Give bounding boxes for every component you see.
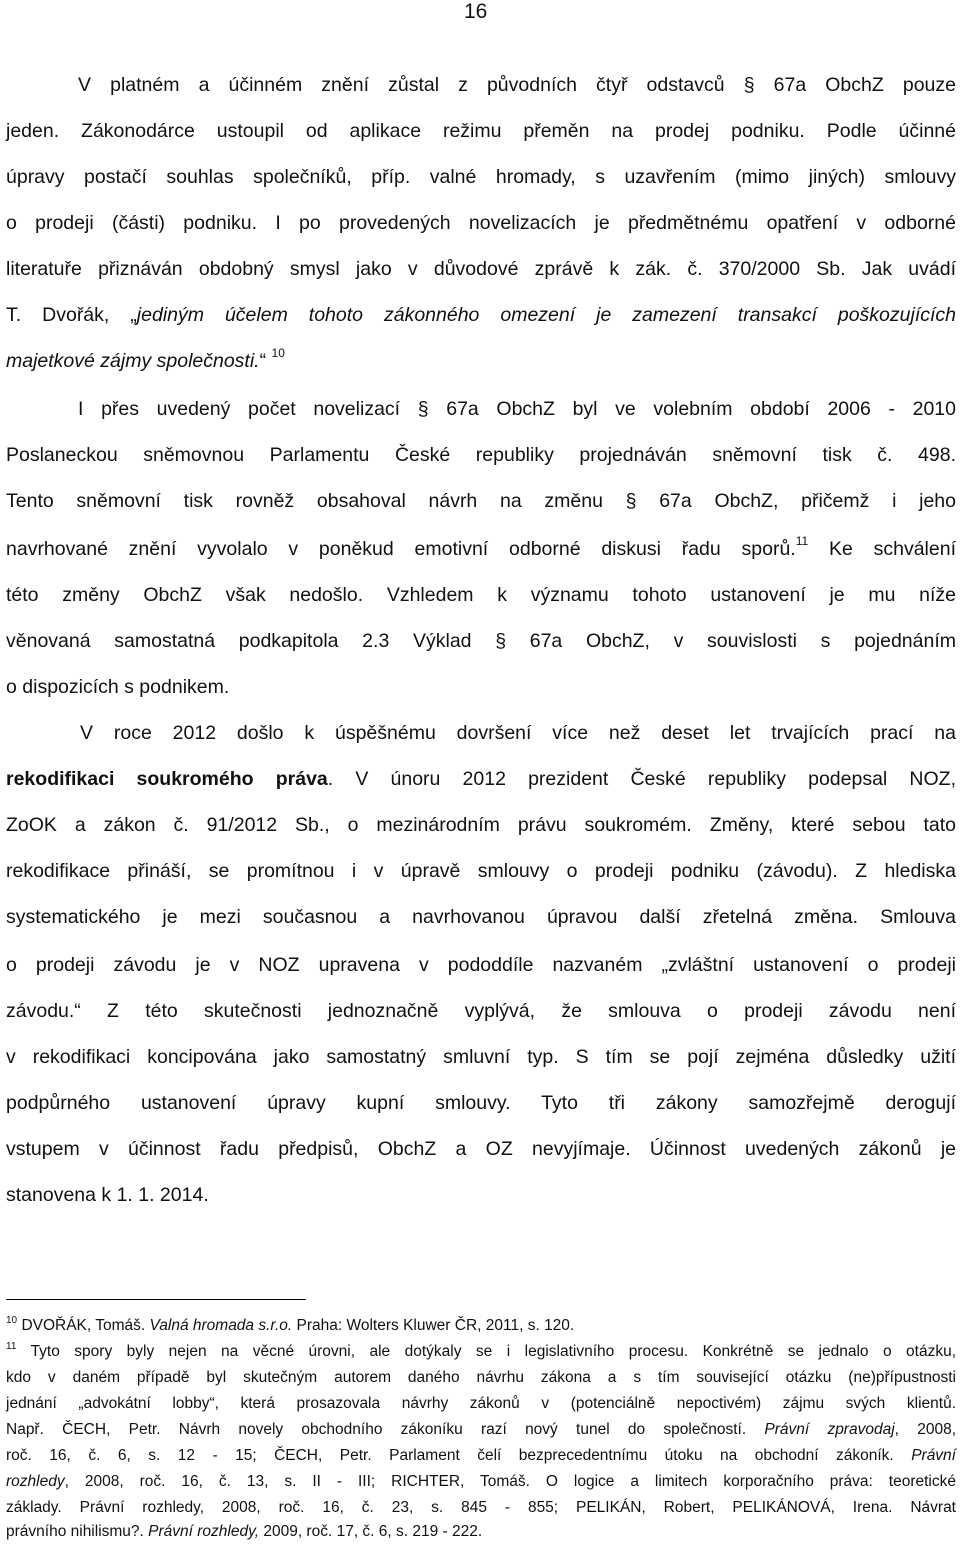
text-line: této změny ObchZ však nedošlo. Vzhledem k významu tohoto ustanovení je mu níže	[6, 584, 956, 606]
footnote-line: kdo v daném případě byl skutečným autorem daného návrhu zákona a s tím související otázku (ne)přípustnosti	[6, 1369, 956, 1386]
footnote-line	[6, 1520, 956, 1544]
page-number: 16	[464, 0, 488, 23]
text-line: literatuře přiznáván obdobný smysl jako v důvodové zprávě k zák. č. 370/2000 Sb. Jak uvádí	[6, 258, 956, 280]
text-line: úpravy postačí souhlas společníků, příp. valné hromady, s uzavřením (mimo jiných) smlouvy	[6, 166, 956, 188]
footnote-number: 10	[6, 1315, 18, 1326]
text-line: vstupem v účinnost řadu předpisů, ObchZ a OZ nevyjímaje. Účinnost uvedených zákonů je	[6, 1138, 956, 1160]
footnote-text: , 2008,	[894, 1421, 957, 1438]
quote-line	[6, 300, 956, 330]
footnote-text: Praha: Wolters Kluwer ČR, 2011, s. 120.	[292, 1317, 575, 1334]
text-segment: navrhované znění vyvolalo v poněkud emotivní odborné diskusi řadu sporů.	[6, 538, 796, 560]
footnote-ref-10[interactable]: 10	[271, 346, 285, 360]
footnote-italic: Právní	[911, 1447, 956, 1464]
text-segment: Ke schválení	[828, 538, 956, 560]
footnote-separator	[6, 1299, 306, 1300]
text-line: v rekodifikaci koncipována jako samostatný smluvní typ. S tím se pojí zejména důsledky užití	[6, 1046, 956, 1068]
text-line	[6, 534, 956, 564]
text-line: o prodeji (části) podniku. I po provedených novelizacích je předmětnému opatření v odborné	[6, 212, 956, 234]
text-line: věnovaná samostatná podkapitola 2.3 Výklad § 67a ObchZ, v souvislosti s pojednáním	[6, 630, 956, 652]
text-line: stanovena k 1. 1. 2014.	[6, 1184, 209, 1206]
footnote-ref-11[interactable]: 11	[795, 534, 809, 548]
footnote-11	[6, 1340, 956, 1364]
text-line: systematického je mezi současnou a navrhovanou úpravou další zřetelná změna. Smlouva	[6, 906, 956, 928]
footnote-text: , 2008, roč. 16, č. 13, s. II - III; RICHTER, Tomáš. O logice a limitech korporačního práva: teoretické	[64, 1473, 956, 1490]
text-line: I přes uvedený počet novelizací § 67a ObchZ byl ve volebním období 2006 - 2010	[78, 398, 956, 420]
footnote-text: roč. 16, č. 6, s. 12 - 15; ČECH, Petr. Parlament čelí bezprecedentnímu útoku na obchodní zákoník.	[6, 1447, 912, 1464]
footnote-line	[6, 1444, 956, 1468]
text-line: rekodifikace přináší, se promítnou i v úpravě smlouvy o prodeji podniku (závodu). Z hlediska	[6, 860, 956, 882]
quote-author: T. Dvořák, „	[6, 304, 137, 326]
footnote-line	[6, 1470, 956, 1494]
text-line: V platném a účinném znění zůstal z původních čtyř odstavců § 67a ObchZ pouze	[78, 74, 956, 96]
text-line: podpůrného ustanovení úpravy kupní smlouvy. Tyto tři zákony samozřejmě derogují	[6, 1092, 956, 1114]
footnote-text: Např. ČECH, Petr. Návrh novely obchodního zákoníku razí nový tunel do společností.	[6, 1421, 765, 1438]
footnote-text: Tyto spory byly nejen na věcné úrovni, ale dotýkaly se i legislativního procesu. Konkrétně se jednalo o otázku,	[30, 1343, 956, 1360]
text-line: o dispozicích s podnikem.	[6, 676, 230, 698]
text-line	[6, 764, 956, 794]
quote-line	[6, 346, 956, 376]
footnote-text: DVOŘÁK, Tomáš.	[21, 1317, 150, 1334]
text-line: o prodeji závodu je v NOZ upravena v pododdíle nazvaném „zvláštní ustanovení o prodeji	[6, 954, 956, 976]
text-line: závodu.“ Z této skutečnosti jednoznačně vyplývá, že smlouva o prodeji závodu není	[6, 1000, 956, 1022]
text-segment: . V únoru 2012 prezident České republiky podepsal NOZ,	[327, 768, 956, 790]
footnote-number: 11	[6, 1341, 17, 1352]
footnote-italic: Právní zpravodaj	[764, 1421, 895, 1438]
quote-text: majetkové zájmy společnosti.	[6, 350, 260, 372]
footnote-text: právního nihilismu?.	[6, 1523, 149, 1540]
text-line: Poslaneckou sněmovnou Parlamentu České republiky projednáván sněmovní tisk č. 498.	[6, 444, 956, 466]
bold-term: rekodifikaci soukromého práva	[6, 768, 328, 790]
footnote-line: jednání „advokátní lobby“, která prosazovala návrhy zákonů v (potenciálně nepoctivém) zájmu svých klientů.	[6, 1395, 956, 1412]
text-line: ZoOK a zákon č. 91/2012 Sb., o mezinárodním právu soukromém. Změny, které sebou tato	[6, 814, 956, 836]
text-line: V roce 2012 došlo k úspěšnému dovršení více než deset let trvajících prací na	[80, 722, 956, 744]
footnote-line	[6, 1418, 956, 1442]
footnote-italic: Právní rozhledy,	[148, 1523, 260, 1540]
footnote-line: základy. Právní rozhledy, 2008, roč. 16, č. 23, s. 845 - 855; PELIKÁN, Robert, PELIKÁNOVÁ, Irena. Návrat	[6, 1499, 956, 1516]
footnote-10	[6, 1314, 956, 1338]
quote-close: “	[259, 350, 267, 372]
footnote-text: 2009, roč. 17, č. 6, s. 219 - 222.	[259, 1523, 483, 1540]
footnote-italic: Valná hromada s.r.o.	[149, 1317, 293, 1334]
quote-text: jediným účelem tohoto zákonného omezení je zamezení transakcí poškozujících	[136, 304, 957, 326]
footnote-italic: rozhledy	[6, 1473, 65, 1490]
text-line: jeden. Zákonodárce ustoupil od aplikace režimu přeměn na prodej podniku. Podle účinné	[6, 120, 956, 142]
text-line: Tento sněmovní tisk rovněž obsahoval návrh na změnu § 67a ObchZ, přičemž i jeho	[6, 490, 956, 512]
